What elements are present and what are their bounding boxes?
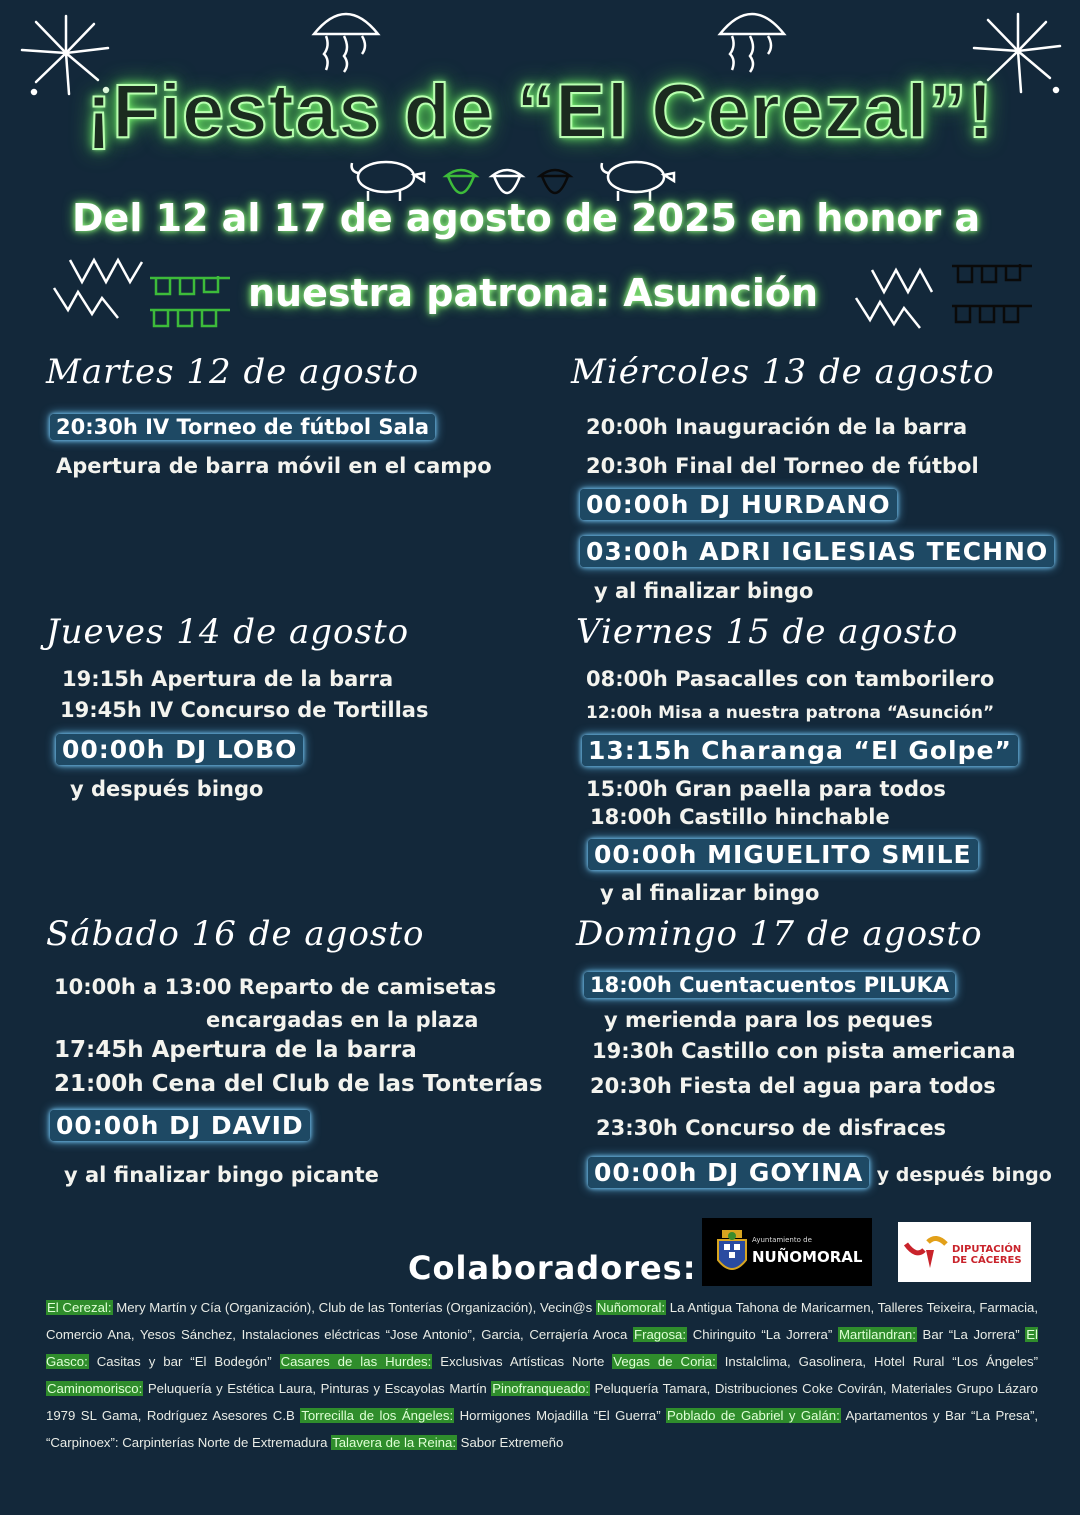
event-highlight: 00:00h DJ HURDANO bbox=[580, 489, 897, 520]
event-item: 08:00h Pasacalles con tamborilero bbox=[586, 667, 995, 691]
bunting-icon bbox=[852, 248, 1042, 342]
event-highlight: 00:00h DJ GOYINA bbox=[588, 1157, 869, 1188]
collaborator-place: Caminomorisco: bbox=[47, 1381, 143, 1396]
collaborator-place: Casares de las Hurdes: bbox=[280, 1354, 432, 1369]
collaborator-text: Bar “La Jorrera” bbox=[916, 1327, 1026, 1342]
collaborator-text: Apartamentos y Bar “La Presa”, “Carpinoex”: Carpinterías Norte de Extremadura bbox=[46, 1408, 1039, 1450]
day-heading-tuesday: Martes 12 de agosto bbox=[46, 352, 420, 392]
collaborator-place: El Gasco: bbox=[46, 1327, 1038, 1369]
day-heading-wednesday: Miércoles 13 de agosto bbox=[571, 352, 995, 392]
event-item: encargadas en la plaza bbox=[206, 1008, 479, 1032]
subtitle-line-1: Del 12 al 17 de agosto de 2025 en honor a bbox=[72, 196, 981, 240]
event-highlight: 00:00h DJ DAVID bbox=[50, 1110, 310, 1141]
event-item: y al finalizar bingo bbox=[600, 881, 820, 905]
collaborator-text: Casitas y bar “El Bodegón” bbox=[88, 1354, 280, 1369]
collaborator-text: Mery Martín y Cía (Organización), Club de las Tonterías (Organización), Vecin@s bbox=[112, 1300, 596, 1315]
event-item: 19:30h Castillo con pista americana bbox=[592, 1039, 1016, 1063]
collaborator-text: Hormigones Mojadilla “El Guerra” bbox=[454, 1408, 667, 1423]
collaborator-place: Nuñomoral: bbox=[596, 1300, 666, 1315]
collaborator-place: El Cerezal: bbox=[47, 1300, 112, 1315]
collaborator-place: Torrecilla de los Ángeles: bbox=[301, 1408, 454, 1423]
collaborator-text: Sabor Extremeño bbox=[457, 1435, 564, 1450]
collaborator-text: Peluquería y Estética Laura, Pinturas y Escayolas Martín bbox=[143, 1381, 492, 1396]
event-item: 23:30h Concurso de disfraces bbox=[596, 1116, 947, 1140]
collaborators-list bbox=[46, 1294, 1038, 1456]
event-item: 21:00h Cena del Club de las Tonterías bbox=[54, 1071, 543, 1097]
event-item: 20:30h Fiesta del agua para todos bbox=[590, 1074, 996, 1098]
event-highlight: 20:30h IV Torneo de fútbol Sala bbox=[50, 414, 435, 440]
event-item: y al finalizar bingo picante bbox=[64, 1163, 379, 1187]
event-item bbox=[50, 1111, 310, 1140]
collaborator-text: Peluquería Tamara, Distribuciones Coke Covirán, Materiales Grupo Lázaro 1979 SL Gama, Rodríguez Asesores C.B bbox=[46, 1381, 1039, 1423]
bunting-icon bbox=[50, 248, 240, 342]
subtitle-line-2: nuestra patrona: Asunción bbox=[248, 271, 819, 315]
collaborators-title: Colaboradores: bbox=[408, 1249, 697, 1287]
day-heading-friday: Viernes 15 de agosto bbox=[576, 612, 959, 652]
logo-name: DIPUTACIÓN DE CÁCERES bbox=[952, 1244, 1022, 1266]
collaborator-place: Fragosa: bbox=[634, 1327, 687, 1342]
diputacion-logo-icon bbox=[904, 1232, 950, 1272]
event-item bbox=[580, 537, 1054, 566]
collaborator-text: Exclusivas Artísticas Norte bbox=[432, 1354, 613, 1369]
nunomoral-logo bbox=[702, 1218, 872, 1286]
collaborator-place: Martilandran: bbox=[838, 1327, 916, 1342]
jellyfish-icon bbox=[712, 4, 792, 76]
event-item: 20:00h Inauguración de la barra bbox=[586, 415, 968, 439]
page-title: ¡Fiestas de “El Cerezal”! bbox=[86, 69, 994, 154]
event-item bbox=[582, 736, 1018, 765]
coat-of-arms-icon bbox=[716, 1228, 748, 1278]
event-item: 19:45h IV Concurso de Tortillas bbox=[60, 698, 429, 722]
event-item bbox=[580, 490, 897, 519]
collaborator-place: Poblado de Gabriel y Galán: bbox=[667, 1408, 840, 1423]
diputacion-logo bbox=[898, 1222, 1031, 1282]
event-item: 19:15h Apertura de la barra bbox=[62, 667, 394, 691]
collaborator-place: Talavera de la Reina: bbox=[332, 1435, 457, 1450]
event-item bbox=[50, 415, 435, 439]
event-highlight: 13:15h Charanga “El Golpe” bbox=[582, 735, 1018, 766]
day-heading-saturday: Sábado 16 de agosto bbox=[46, 914, 425, 954]
event-highlight: 03:00h ADRI IGLESIAS TECHNO bbox=[580, 536, 1054, 567]
event-item: y merienda para los peques bbox=[604, 1008, 933, 1032]
collaborator-place: Pinofranqueado: bbox=[492, 1381, 590, 1396]
event-item: y después bingo bbox=[70, 777, 264, 801]
event-highlight: 18:00h Cuentacuentos PILUKA bbox=[584, 972, 955, 998]
event-highlight: 00:00h MIGUELITO SMILE bbox=[588, 839, 978, 870]
event-item: 15:00h Gran paella para todos bbox=[586, 777, 946, 801]
jellyfish-icon bbox=[306, 4, 386, 76]
collaborator-text: Chiringuito “La Jorrera” bbox=[687, 1327, 838, 1342]
logo-name: NUÑOMORAL bbox=[752, 1248, 863, 1266]
event-highlight: 00:00h DJ LOBO bbox=[56, 734, 303, 765]
event-item bbox=[584, 973, 955, 997]
event-item: Apertura de barra móvil en el campo bbox=[56, 454, 492, 478]
event-item: 18:00h Castillo hinchable bbox=[590, 805, 890, 829]
event-item: 12:00h Misa a nuestra patrona “Asunción” bbox=[586, 703, 995, 723]
event-item: 20:30h Final del Torneo de fútbol bbox=[586, 454, 979, 478]
day-heading-sunday: Domingo 17 de agosto bbox=[576, 914, 983, 954]
event-suffix: y después bingo bbox=[876, 1164, 1052, 1186]
event-item: y al finalizar bingo bbox=[594, 579, 814, 603]
logo-prefix: Ayuntamiento de bbox=[752, 1236, 812, 1244]
event-item: 17:45h Apertura de la barra bbox=[54, 1037, 417, 1063]
event-item bbox=[56, 735, 303, 764]
event-item: 10:00h a 13:00 Reparto de camisetas bbox=[54, 975, 497, 999]
collaborator-text: La Antigua Tahona de Maricarmen, Talleres Teixeira, Farmacia, Comercio Ana, Yesos Sánchez, Instalaciones eléctricas “Jose Antonio”, Garcia, Cerrajería Aroca bbox=[46, 1300, 1038, 1342]
collaborator-place: Vegas de Coria: bbox=[613, 1354, 716, 1369]
day-heading-thursday: Jueves 14 de agosto bbox=[46, 612, 410, 652]
collaborator-text: Instalclima, Gasolinera, Hotel Rural “Los Ángeles” bbox=[716, 1354, 1038, 1369]
event-item bbox=[588, 840, 978, 869]
event-item bbox=[588, 1158, 1052, 1187]
